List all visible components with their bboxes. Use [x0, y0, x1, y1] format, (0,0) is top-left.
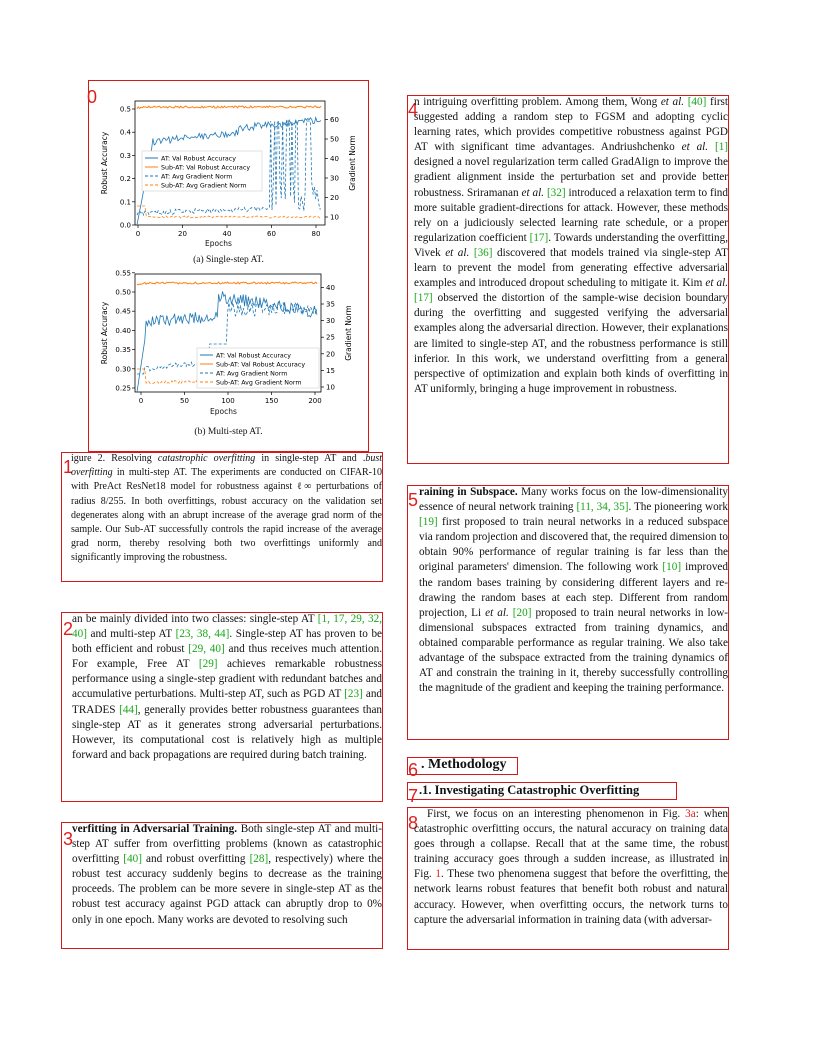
y-left-tick-label: 0.55	[115, 270, 131, 278]
sub-at-gradient-norm-line	[137, 206, 321, 218]
y-right-tick-label: 20	[330, 194, 339, 202]
x-tick-label: 40	[222, 230, 232, 238]
x-tick-label: 100	[221, 397, 235, 405]
y-right-tick-label: 30	[330, 174, 339, 183]
y-left-tick-label: 0.0	[119, 221, 131, 230]
x-tick-label: 0	[135, 230, 141, 238]
region-number: 8	[408, 813, 419, 833]
subspace-paragraph: raining in Subspace. Many works focus on the low-dimensionality essence of neural network training [11, 34, 35]. The pioneering work [19] first proposed to train neural networks in a reduced subspace via random projection and discovered that, the required dimension to obtain 90% performance of regular training is far less than the original parameters' dimension. The following work [10] improved the random bases training by considering different layers and re-drawing the random bases at each step. Different from random projection, Li et al. [20] proposed to train neural networks in low-dimensional subspaces extracted from training dynamics, and obtained comparable performance as regular training. We also take advantage of the subspace extracted from the training dynamics of AT and constrain the training in it, thereby successfully controlling the magnitude of the gradient and keeping the training performance.	[419, 486, 728, 695]
y-right-tick-label: 30	[326, 317, 335, 326]
legend-label: AT: Avg Gradient Norm	[216, 370, 288, 378]
figure-caption: igure 2. Resolving catastrophic overfitting in single-step AT and .bust overfitting in multi-step AT. The experiments are conducted on CIFAR-10 with PreAct ResNet18 model for robustness against ℓ∞ perturbations of radius 8/255. In both overfittings, robust accuracy on the validation set degenerates along with an abrupt increase of the average grad norm of the sample. Our Sub-AT successfully controls the rapid increase of the average grad norm, thereby resolving both two overfittings uniformly and significantly improving the robustness.	[71, 453, 382, 564]
region-number: 6	[408, 760, 419, 780]
y-right-tick-label: 40	[326, 283, 335, 292]
bottom-panel-caption: (b) Multi-step AT.	[194, 427, 263, 437]
region-number: 0	[87, 87, 98, 107]
y-right-tick-label: 20	[326, 350, 335, 359]
y-right-tick-label: 40	[330, 155, 339, 163]
y-right-axis-label: Gradient Norm	[344, 305, 353, 361]
multi-step-at-chart	[95, 270, 365, 410]
y-left-tick-label: 0.35	[115, 346, 131, 355]
x-tick-label: 60	[267, 230, 276, 238]
y-left-axis-label: Robust Accuracy	[100, 131, 109, 195]
y-right-axis-label: Gradient Norm	[348, 135, 357, 191]
top-panel-caption: (a) Single-step AT.	[193, 255, 264, 265]
y-left-tick-label: 0.1	[119, 198, 131, 207]
at-classes-paragraph: an be mainly divided into two classes: single-step AT [1, 17, 29, 32, 40] and multi-step AT [23, 38, 44]. Single-step AT has proven to be both efficient and robust [29, 40] and thus receives much attention. For example, Free AT [29] achieves remarkable robustness performance using a single-step gradient with redundant batches and accumulative perturbations. Multi-step AT, such as PGD AT [23] and TRADES [44], generally provides better robustness guarantees than single-step AT as it generates strong adversarial perturbations. However, its computational cost is relatively high as multiple forward and back propagations are required during batch training.	[72, 613, 382, 761]
y-left-tick-label: 0.25	[115, 384, 131, 393]
section-title: . Methodology	[421, 757, 507, 772]
y-right-tick-label: 25	[326, 333, 335, 342]
y-left-tick-label: 0.2	[119, 175, 131, 184]
region-number: 5	[408, 490, 419, 510]
region-number: 1	[63, 457, 74, 477]
y-right-tick-label: 15	[326, 366, 335, 375]
overfitting-paragraph: verfitting in Adversarial Training. Both single-step AT and multi-step AT suffer from overfitting problems (known as catastrophic overfitting [40] and robust overfitting [28], respectively) where the robust test accuracy suddenly begins to decrease as the training proceeds. The problem can be more severe in single-step AT as the robust test accuracy against PGD attack can abruptly drop to 0% only in one epoch. Many works are devoted to resolving such	[72, 823, 382, 926]
y-right-tick-label: 60	[330, 116, 339, 124]
region-number: 3	[63, 829, 74, 849]
y-left-tick-label: 0.3	[119, 151, 131, 160]
x-tick-label: 150	[264, 397, 279, 405]
y-left-tick-label: 0.5	[119, 105, 131, 114]
legend-label: AT: Val Robust Accuracy	[216, 352, 291, 360]
region-number: 7	[408, 786, 419, 806]
region-number: 4	[408, 100, 419, 120]
y-right-tick-label: 50	[330, 135, 339, 144]
top-xlabel: Epochs	[205, 239, 232, 248]
legend-label: Sub-AT: Avg Gradient Norm	[161, 182, 247, 190]
bottom-xlabel: Epochs	[210, 407, 237, 416]
x-tick-label: 80	[311, 230, 321, 238]
related-work-paragraph: n intriguing overfitting problem. Among them, Wong et al. [40] first suggested adding a random step to FGSM and adopting cyclic learning rates, which provides competitive robustness against PGD AT with significant time advantages. Andriushchenko et al. [1] designed a novel regularization term called GradAlign to improve the gradient alignment inside the perturbation set and provide better robustness. Sriramanan et al. [32] introduced a relaxation term to find more suitable gradient-directions for attack. However, these methods rely on a judiciously selected learning rate schedule, or a proper regularization coefficient [17]. Towards understanding the overfitting, Vivek et al. [36] discovered that models trained via single-step AT learn to prevent the model from generating effective adversarial examples and introduced dropout scheduling to mitigate it. Kim et al. [17] observed the distortion of the sample-wise decision boundary during the overfitting and suggested verifying the adversarial examples along the adversarial direction. However, their explanations are limited to single-step AT, and the robustness performance is still inferior. In this work, we understand overfitting from a general perspective of optimization and explain both kinds of overfitting in AT uniformly, bringing a huge improvement in robustness.	[414, 96, 728, 395]
y-right-tick-label: 10	[330, 213, 339, 222]
subsection-title: .1. Investigating Catastrophic Overfitting	[419, 783, 640, 797]
investigation-paragraph: First, we focus on an interesting phenomenon in Fig. 3a: when catastrophic overfitting occurs, the natural accuracy on training data goes through a collapse. Recall that at the same time, the robust training accuracy goes through a sudden increase, as illustrated in Fig. 1. These two phenomena suggest that before the overfitting, the network learns robust features that benefit both robust and natural accuracy. However, when overfitting occurs, the network turns to capture the adversarial information in training data (with adversar-	[414, 808, 728, 926]
y-right-tick-label: 10	[326, 383, 335, 392]
x-tick-label: 0	[138, 397, 144, 405]
x-tick-label: 50	[180, 397, 189, 405]
single-step-at-chart	[95, 95, 365, 250]
sub-at-robust-accuracy-line	[137, 106, 321, 109]
y-left-tick-label: 0.4	[119, 128, 131, 137]
y-left-tick-label: 0.50	[115, 288, 131, 297]
y-right-tick-label: 35	[326, 300, 335, 309]
legend-label: Sub-AT: Avg Gradient Norm	[216, 379, 302, 387]
region-number: 2	[63, 619, 74, 639]
y-left-tick-label: 0.40	[115, 326, 131, 335]
x-tick-label: 200	[308, 397, 322, 405]
legend-label: Sub-AT: Val Robust Accuracy	[216, 361, 306, 369]
legend-label: AT: Avg Gradient Norm	[161, 173, 233, 181]
y-left-tick-label: 0.45	[115, 307, 131, 316]
sub-at-robust-accuracy-line	[137, 282, 317, 285]
legend-label: Sub-AT: Val Robust Accuracy	[161, 164, 251, 172]
x-tick-label: 20	[178, 230, 187, 238]
y-left-tick-label: 0.30	[115, 365, 131, 374]
y-left-axis-label: Robust Accuracy	[100, 301, 109, 365]
legend-label: AT: Val Robust Accuracy	[161, 155, 236, 163]
